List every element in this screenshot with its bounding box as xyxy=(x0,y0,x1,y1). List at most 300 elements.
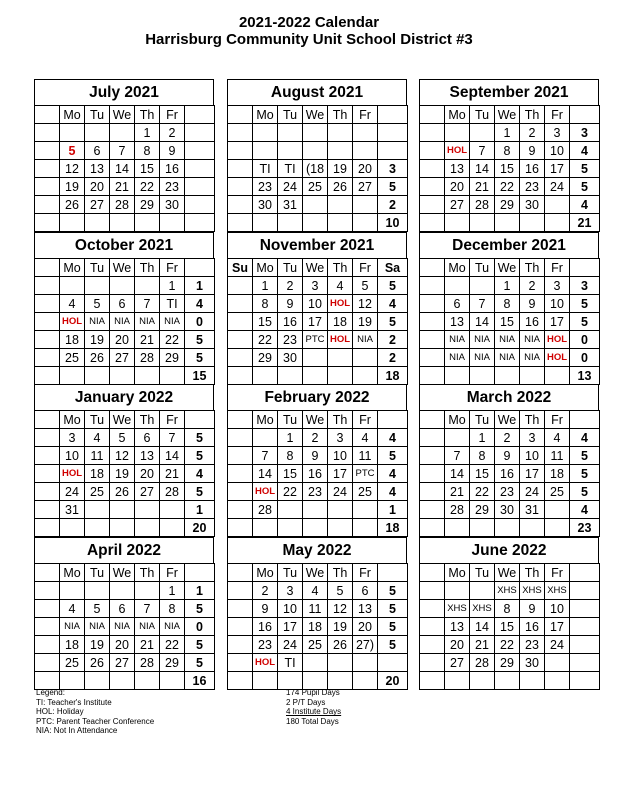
week-row xyxy=(35,277,215,295)
page-subtitle: Harrisburg Community Unit School District #3 xyxy=(145,31,473,48)
day-cell xyxy=(35,313,60,331)
day-cell xyxy=(420,160,445,178)
weekday-label xyxy=(420,411,445,429)
month-september-2021 xyxy=(419,79,599,232)
day-cell xyxy=(420,447,445,465)
month-name: March 2022 xyxy=(419,384,599,410)
week-day-count: 20 xyxy=(185,519,215,537)
weekday-label xyxy=(185,259,215,277)
day-cell xyxy=(228,501,253,519)
day-cell xyxy=(520,672,545,690)
day-cell: 4 xyxy=(60,295,85,313)
month-name: April 2022 xyxy=(34,537,214,563)
month-name: November 2021 xyxy=(227,232,407,258)
legend-item: TI: Teacher's Institute xyxy=(36,697,112,707)
day-cell: 17 xyxy=(545,160,570,178)
summary-pt-days: 2 P/T Days xyxy=(286,697,326,707)
day-cell xyxy=(85,519,110,537)
day-cell xyxy=(303,196,328,214)
week-row xyxy=(35,636,215,654)
day-cell: 22 xyxy=(470,483,495,501)
day-cell xyxy=(60,367,85,385)
week-row xyxy=(35,582,215,600)
weekday-label: Tu xyxy=(470,259,495,277)
day-cell: 7 xyxy=(253,447,278,465)
weekday-label: We xyxy=(495,106,520,124)
month-june-2022 xyxy=(419,537,599,690)
day-cell xyxy=(35,465,60,483)
month-november-2021 xyxy=(227,232,407,385)
day-cell xyxy=(35,501,60,519)
weekday-label: We xyxy=(110,106,135,124)
day-cell xyxy=(470,277,495,295)
day-cell: HOL xyxy=(328,295,353,313)
week-day-count: 18 xyxy=(378,519,408,537)
day-cell: 4 xyxy=(545,429,570,447)
day-cell: 29 xyxy=(253,349,278,367)
day-cell: 5 xyxy=(85,600,110,618)
day-cell xyxy=(278,367,303,385)
week-day-count: 3 xyxy=(570,124,600,142)
week-row xyxy=(228,519,408,537)
week-row xyxy=(35,447,215,465)
week-row xyxy=(228,600,408,618)
day-cell: 10 xyxy=(545,600,570,618)
day-cell xyxy=(353,349,378,367)
day-cell xyxy=(545,367,570,385)
day-cell: NIA xyxy=(60,618,85,636)
day-cell xyxy=(35,349,60,367)
day-cell: 8 xyxy=(495,600,520,618)
day-cell: 30 xyxy=(520,654,545,672)
weekday-label: Tu xyxy=(85,106,110,124)
day-cell: 18 xyxy=(85,465,110,483)
day-cell xyxy=(545,196,570,214)
week-day-count: 1 xyxy=(378,501,408,519)
weekday-label xyxy=(35,106,60,124)
weekday-label xyxy=(228,564,253,582)
day-cell xyxy=(328,367,353,385)
day-cell: 20 xyxy=(445,178,470,196)
day-cell xyxy=(420,429,445,447)
day-cell xyxy=(445,214,470,232)
week-row xyxy=(35,331,215,349)
day-cell: 21 xyxy=(470,178,495,196)
day-cell: 9 xyxy=(495,447,520,465)
week-row xyxy=(420,160,600,178)
day-cell xyxy=(35,636,60,654)
month-name: August 2021 xyxy=(227,79,407,105)
day-cell xyxy=(228,142,253,160)
weekday-label: Th xyxy=(328,564,353,582)
day-cell xyxy=(228,447,253,465)
month-october-2021 xyxy=(34,232,214,385)
weekday-label: Mo xyxy=(253,106,278,124)
week-day-count: 5 xyxy=(570,447,600,465)
day-cell xyxy=(303,349,328,367)
week-row xyxy=(420,519,600,537)
day-cell: 13 xyxy=(353,600,378,618)
day-cell: 31 xyxy=(60,501,85,519)
day-cell: 2 xyxy=(278,277,303,295)
week-day-count: 16 xyxy=(185,672,215,690)
weekday-header xyxy=(35,411,215,429)
day-cell: 24 xyxy=(545,178,570,196)
day-cell: XHS xyxy=(520,582,545,600)
week-day-count: 5 xyxy=(570,178,600,196)
day-cell xyxy=(160,672,185,690)
day-cell xyxy=(353,367,378,385)
week-day-count: 5 xyxy=(570,483,600,501)
weekday-label: Mo xyxy=(253,564,278,582)
week-day-count xyxy=(570,672,600,690)
day-cell: 14 xyxy=(470,160,495,178)
day-cell: 21 xyxy=(160,465,185,483)
weekday-label: We xyxy=(110,411,135,429)
week-row xyxy=(228,501,408,519)
day-cell: 9 xyxy=(520,295,545,313)
day-cell xyxy=(35,178,60,196)
day-cell: 28 xyxy=(110,196,135,214)
day-cell: 15 xyxy=(495,313,520,331)
day-cell xyxy=(353,519,378,537)
weekday-label: Tu xyxy=(278,106,303,124)
week-row xyxy=(420,178,600,196)
week-row xyxy=(420,124,600,142)
weekday-label: Mo xyxy=(445,259,470,277)
day-cell xyxy=(353,142,378,160)
weekday-label: Th xyxy=(328,259,353,277)
day-cell: 8 xyxy=(278,447,303,465)
day-cell: 3 xyxy=(278,582,303,600)
day-cell: NIA xyxy=(160,313,185,331)
week-row xyxy=(35,618,215,636)
week-row xyxy=(420,483,600,501)
month-name: May 2022 xyxy=(227,537,407,563)
day-cell xyxy=(253,672,278,690)
week-day-count: 4 xyxy=(185,465,215,483)
week-row xyxy=(228,331,408,349)
day-cell xyxy=(495,519,520,537)
weekday-label: We xyxy=(303,106,328,124)
month-name: June 2022 xyxy=(419,537,599,563)
weekday-label: Sa xyxy=(378,259,408,277)
day-cell xyxy=(253,142,278,160)
day-cell: 25 xyxy=(303,178,328,196)
weekday-header xyxy=(420,564,600,582)
day-cell: NIA xyxy=(495,331,520,349)
week-row xyxy=(35,367,215,385)
week-day-count: 3 xyxy=(378,160,408,178)
day-cell xyxy=(110,501,135,519)
day-cell xyxy=(228,160,253,178)
day-cell: 30 xyxy=(495,501,520,519)
day-cell: TI xyxy=(253,160,278,178)
day-cell: NIA xyxy=(110,618,135,636)
weekday-label: Tu xyxy=(470,106,495,124)
day-cell xyxy=(328,501,353,519)
day-cell xyxy=(228,654,253,672)
week-day-count: 4 xyxy=(570,429,600,447)
weekday-label: Mo xyxy=(60,106,85,124)
week-day-count: 0 xyxy=(185,618,215,636)
day-cell xyxy=(35,277,60,295)
day-cell xyxy=(135,672,160,690)
day-cell xyxy=(228,178,253,196)
day-cell xyxy=(228,367,253,385)
day-cell xyxy=(228,618,253,636)
day-cell: 18 xyxy=(60,331,85,349)
day-cell: 10 xyxy=(545,295,570,313)
day-cell: NIA xyxy=(495,349,520,367)
day-cell xyxy=(85,124,110,142)
week-day-count xyxy=(570,636,600,654)
week-day-count: 0 xyxy=(570,331,600,349)
day-cell: 6 xyxy=(445,295,470,313)
day-cell: 24 xyxy=(545,636,570,654)
week-row xyxy=(35,501,215,519)
weekday-label: We xyxy=(303,259,328,277)
weekday-label: Fr xyxy=(545,411,570,429)
week-row xyxy=(35,672,215,690)
week-day-count xyxy=(570,618,600,636)
day-cell: HOL xyxy=(253,654,278,672)
day-cell: TI xyxy=(278,160,303,178)
day-cell xyxy=(35,447,60,465)
week-day-count: 1 xyxy=(185,582,215,600)
month-name: February 2022 xyxy=(227,384,407,410)
day-cell: 3 xyxy=(60,429,85,447)
day-cell: 20 xyxy=(353,160,378,178)
day-cell: 10 xyxy=(303,295,328,313)
day-cell: 23 xyxy=(303,483,328,501)
day-cell xyxy=(35,582,60,600)
week-row xyxy=(420,672,600,690)
day-cell: 17 xyxy=(545,313,570,331)
weekday-header xyxy=(228,259,408,277)
week-day-count: 1 xyxy=(185,277,215,295)
day-summary xyxy=(286,688,341,726)
day-cell: 15 xyxy=(495,618,520,636)
day-cell: 22 xyxy=(495,178,520,196)
week-row xyxy=(228,636,408,654)
week-day-count xyxy=(185,214,215,232)
week-day-count: 5 xyxy=(185,429,215,447)
day-cell: 9 xyxy=(303,447,328,465)
day-cell: 14 xyxy=(253,465,278,483)
day-cell xyxy=(420,465,445,483)
day-cell: 28 xyxy=(135,654,160,672)
weekday-header xyxy=(35,259,215,277)
day-cell xyxy=(85,672,110,690)
day-cell: 2 xyxy=(495,429,520,447)
day-cell: 28 xyxy=(160,483,185,501)
day-cell: 15 xyxy=(470,465,495,483)
week-row xyxy=(228,142,408,160)
day-cell: 26 xyxy=(328,178,353,196)
day-cell xyxy=(328,142,353,160)
weekday-label: Mo xyxy=(60,259,85,277)
day-cell xyxy=(278,501,303,519)
week-day-count: 3 xyxy=(570,277,600,295)
day-cell: 21 xyxy=(135,636,160,654)
day-cell: 12 xyxy=(353,295,378,313)
day-cell xyxy=(278,672,303,690)
day-cell xyxy=(520,367,545,385)
day-cell: 22 xyxy=(253,331,278,349)
week-day-count xyxy=(185,178,215,196)
day-cell: 1 xyxy=(278,429,303,447)
weekday-label xyxy=(35,564,60,582)
day-cell xyxy=(60,277,85,295)
day-cell xyxy=(60,124,85,142)
day-cell xyxy=(328,214,353,232)
day-cell xyxy=(420,295,445,313)
weekday-label xyxy=(378,564,408,582)
week-row xyxy=(420,636,600,654)
day-cell: 25 xyxy=(353,483,378,501)
day-cell: 15 xyxy=(135,160,160,178)
day-cell: 10 xyxy=(278,600,303,618)
week-day-count: 5 xyxy=(185,654,215,672)
week-row xyxy=(35,465,215,483)
day-cell: 24 xyxy=(328,483,353,501)
week-day-count: 5 xyxy=(378,313,408,331)
weekday-label xyxy=(570,564,600,582)
day-cell: 17 xyxy=(328,465,353,483)
day-cell xyxy=(420,142,445,160)
day-cell: 29 xyxy=(495,196,520,214)
legend xyxy=(36,688,154,736)
weekday-label xyxy=(570,259,600,277)
day-cell: 18 xyxy=(545,465,570,483)
day-cell xyxy=(520,214,545,232)
day-cell: 20 xyxy=(85,178,110,196)
weekday-label: Tu xyxy=(278,259,303,277)
day-cell xyxy=(445,582,470,600)
day-cell: 6 xyxy=(110,600,135,618)
month-name: September 2021 xyxy=(419,79,599,105)
day-cell: 4 xyxy=(85,429,110,447)
day-cell: 6 xyxy=(353,582,378,600)
day-cell xyxy=(110,519,135,537)
day-cell: 23 xyxy=(278,331,303,349)
day-cell xyxy=(278,124,303,142)
day-cell: NIA xyxy=(85,618,110,636)
day-cell xyxy=(228,196,253,214)
week-row xyxy=(228,124,408,142)
week-day-count xyxy=(185,160,215,178)
weekday-label: Tu xyxy=(278,411,303,429)
day-cell: 17 xyxy=(278,618,303,636)
day-cell xyxy=(35,331,60,349)
day-cell: 9 xyxy=(520,142,545,160)
weekday-label xyxy=(35,411,60,429)
day-cell: PTC xyxy=(353,465,378,483)
day-cell: 21 xyxy=(470,636,495,654)
day-cell: 10 xyxy=(328,447,353,465)
day-cell: 26 xyxy=(60,196,85,214)
week-row xyxy=(420,654,600,672)
week-row xyxy=(35,178,215,196)
day-cell: 31 xyxy=(278,196,303,214)
day-cell xyxy=(420,483,445,501)
day-cell: 16 xyxy=(160,160,185,178)
day-cell xyxy=(445,277,470,295)
weekday-header xyxy=(35,564,215,582)
week-day-count: 5 xyxy=(570,295,600,313)
week-row xyxy=(420,465,600,483)
month-december-2021 xyxy=(419,232,599,385)
day-cell: 27 xyxy=(135,483,160,501)
weekday-label: We xyxy=(110,564,135,582)
day-cell xyxy=(545,519,570,537)
weekday-label: Th xyxy=(328,411,353,429)
day-cell xyxy=(495,672,520,690)
day-cell: 23 xyxy=(253,636,278,654)
day-cell xyxy=(328,196,353,214)
day-cell: 8 xyxy=(135,142,160,160)
week-day-count: 0 xyxy=(570,349,600,367)
day-cell: 19 xyxy=(60,178,85,196)
week-row xyxy=(35,295,215,313)
week-row xyxy=(228,178,408,196)
day-cell: 11 xyxy=(303,600,328,618)
day-cell xyxy=(35,672,60,690)
day-cell xyxy=(278,214,303,232)
day-cell: 3 xyxy=(328,429,353,447)
week-row xyxy=(35,124,215,142)
day-cell: 26 xyxy=(85,349,110,367)
week-day-count: 5 xyxy=(570,465,600,483)
week-day-count: 5 xyxy=(378,447,408,465)
day-cell xyxy=(35,295,60,313)
day-cell xyxy=(420,124,445,142)
day-cell xyxy=(135,214,160,232)
day-cell xyxy=(420,618,445,636)
day-cell xyxy=(470,367,495,385)
day-cell: NIA xyxy=(135,313,160,331)
day-cell xyxy=(420,600,445,618)
day-cell xyxy=(85,277,110,295)
day-cell: 16 xyxy=(520,160,545,178)
month-march-2022 xyxy=(419,384,599,537)
week-day-count xyxy=(378,124,408,142)
day-cell: 26 xyxy=(110,483,135,501)
day-cell xyxy=(135,519,160,537)
day-cell xyxy=(470,582,495,600)
week-day-count xyxy=(378,142,408,160)
day-cell: 27 xyxy=(110,349,135,367)
day-cell: 18 xyxy=(60,636,85,654)
day-cell xyxy=(545,501,570,519)
weekday-label: Mo xyxy=(445,564,470,582)
day-cell: 20 xyxy=(445,636,470,654)
day-cell xyxy=(545,672,570,690)
month-name: July 2021 xyxy=(34,79,214,105)
day-cell: 6 xyxy=(110,295,135,313)
day-cell: 13 xyxy=(85,160,110,178)
week-day-count: 5 xyxy=(378,582,408,600)
weekday-label: Fr xyxy=(160,411,185,429)
day-cell xyxy=(35,124,60,142)
day-cell xyxy=(545,654,570,672)
day-cell: 20 xyxy=(135,465,160,483)
weekday-header xyxy=(420,259,600,277)
week-row xyxy=(35,519,215,537)
week-day-count: 18 xyxy=(378,367,408,385)
day-cell xyxy=(253,214,278,232)
